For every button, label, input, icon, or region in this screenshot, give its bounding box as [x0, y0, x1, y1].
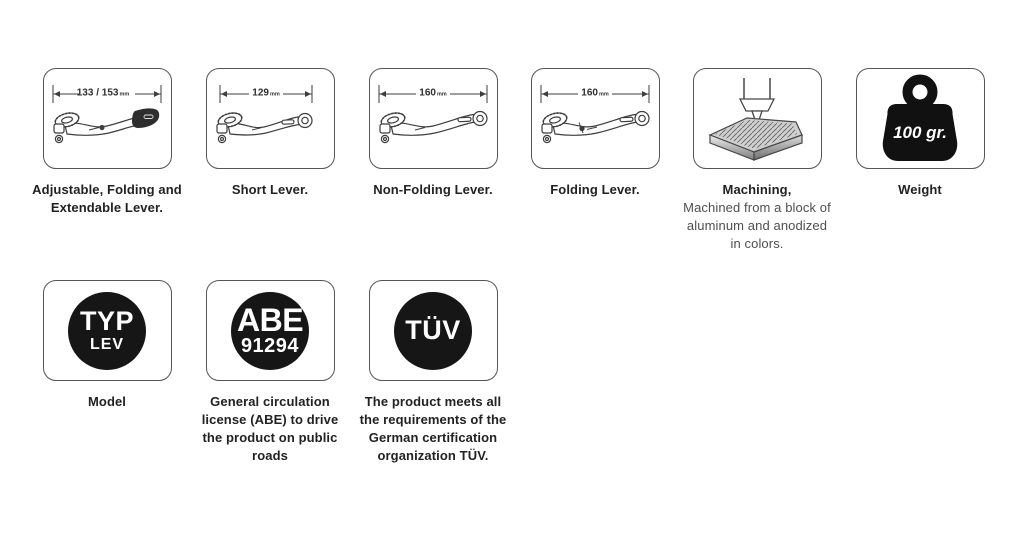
feature-tile	[206, 280, 335, 381]
feature-card-abe	[188, 280, 352, 465]
feature-card-machining	[675, 68, 839, 253]
stamp-text: 91294	[240, 334, 300, 357]
feature-card-short-lever	[188, 68, 352, 199]
abe-stamp	[231, 292, 309, 370]
feature-caption	[681, 181, 833, 253]
feature-card-weight	[838, 68, 1002, 199]
feature-tile	[531, 68, 660, 169]
feature-caption: Model	[87, 394, 127, 409]
short-lever-diagram	[208, 77, 332, 161]
feature-caption: Non-Folding Lever.	[373, 182, 493, 197]
feature-tile	[369, 68, 498, 169]
feature-tile	[43, 280, 172, 381]
feature-tile	[369, 280, 498, 381]
folding-lever-diagram	[533, 77, 657, 161]
svg-text:100 gr.: 100 gr.	[893, 122, 947, 142]
svg-text:129mm: 129mm	[252, 87, 280, 98]
feature-caption: The product meets all the requirements of the German certification organization TÜV.	[359, 394, 507, 463]
feature-caption-title: Machining,	[722, 182, 792, 197]
feature-caption: Adjustable, Folding and Extendable Lever.	[32, 182, 182, 215]
feature-caption: Weight	[898, 182, 942, 197]
feature-card-folding-lever	[513, 68, 677, 199]
feature-caption: Short Lever.	[231, 182, 309, 197]
adjustable-lever-diagram	[45, 77, 169, 161]
stamp-text: TYP	[79, 306, 134, 337]
stamp-text: ABE	[236, 302, 304, 339]
milling-machine-icon	[697, 73, 817, 165]
feature-tile	[43, 68, 172, 169]
stamp-text: LEV	[89, 335, 125, 353]
non-folding-lever-diagram	[371, 77, 495, 161]
svg-text:160mm: 160mm	[419, 87, 447, 98]
feature-tile	[693, 68, 822, 169]
feature-card-tuv	[351, 280, 515, 465]
stamp-text: TÜV	[405, 314, 461, 345]
svg-text:160mm: 160mm	[581, 87, 609, 98]
svg-text:133 / 153mm: 133 / 153mm	[76, 87, 130, 98]
tuv-stamp	[394, 292, 472, 370]
feature-card-model	[25, 280, 189, 411]
typ-lev-stamp	[68, 292, 146, 370]
weight-icon	[860, 71, 980, 167]
feature-card-adjustable-lever	[25, 68, 189, 217]
feature-card-non-folding-lever	[351, 68, 515, 199]
feature-tile	[206, 68, 335, 169]
feature-tile	[856, 68, 985, 169]
feature-caption: General circulation license (ABE) to drive the product on public roads	[201, 394, 339, 463]
feature-caption: Folding Lever.	[550, 182, 640, 197]
feature-caption-subtitle: Machined from a block of aluminum and anodized in colors.	[683, 199, 831, 251]
